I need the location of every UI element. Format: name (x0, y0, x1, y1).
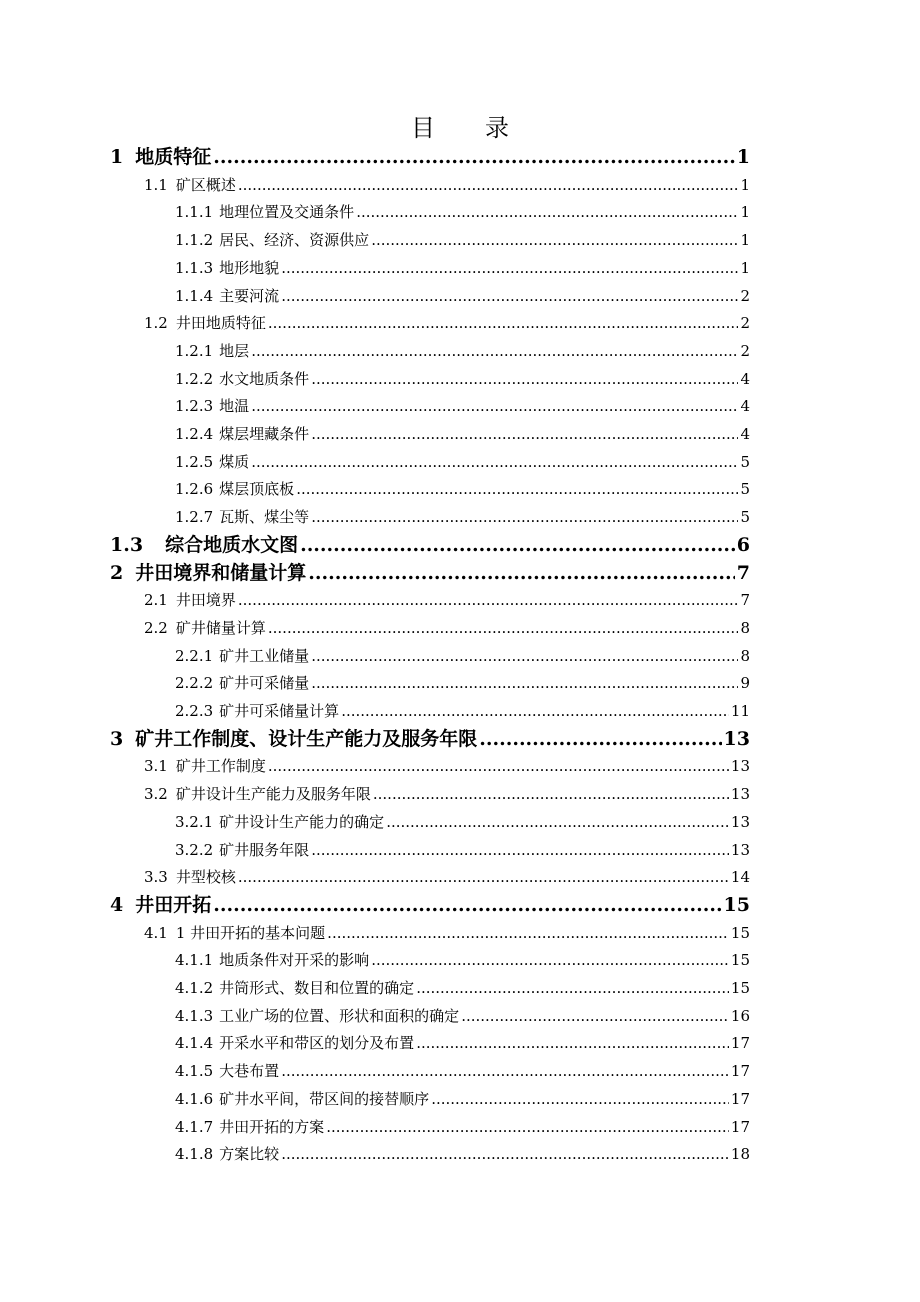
toc-entry-number: 4.1.2 (175, 979, 214, 997)
toc-entry-label: 井田境界 (175, 591, 236, 610)
toc-entry[interactable] (175, 669, 750, 697)
toc-entry-label: 矿井设计生产能力的确定 (219, 812, 385, 831)
toc-entry-page-number: 6 (736, 533, 750, 556)
toc-entry-label: 矿区概述 (175, 175, 236, 194)
toc-entry-number: 1.2.7 (175, 508, 214, 527)
toc-entry[interactable] (110, 725, 750, 753)
toc-dot-leader (238, 586, 739, 614)
toc-entry[interactable] (144, 586, 750, 614)
toc-entry-page-number: 13 (723, 727, 750, 750)
toc-dot-leader (371, 226, 738, 254)
toc-entry-label: 矿井可采储量 (219, 674, 310, 693)
toc-entry-number: 1.2.2 (175, 369, 214, 388)
toc-entry-label: 1 井田开拓的基本问题 (175, 923, 326, 942)
toc-dot-leader (281, 254, 738, 282)
toc-entry-page-number: 13 (730, 840, 750, 859)
toc-entry-page-number: 2 (740, 286, 750, 305)
toc-entry-number: 1 (110, 146, 124, 168)
toc-entry-number: 1.2.4 (175, 425, 214, 443)
toc-dot-leader (251, 337, 738, 365)
toc-entry[interactable] (175, 420, 750, 448)
toc-entry-label: 矿井服务年限 (219, 840, 310, 859)
toc-entry-label: 煤质 (219, 452, 250, 471)
toc-dot-leader (213, 143, 735, 171)
toc-dot-leader (327, 919, 729, 947)
toc-entry-page-number: 15 (730, 979, 750, 997)
toc-entry[interactable] (175, 946, 750, 974)
toc-dot-leader (251, 392, 738, 420)
toc-entry-page-number: 5 (740, 508, 750, 527)
toc-entry-page-number: 1 (740, 175, 750, 194)
toc-dot-leader (268, 614, 739, 642)
toc-entry-page-number: 7 (736, 561, 750, 584)
toc-dot-leader (281, 282, 738, 310)
toc-dot-leader (356, 198, 738, 226)
toc-dot-leader (386, 808, 729, 836)
toc-entry[interactable] (144, 863, 750, 891)
toc-dot-leader (373, 780, 729, 808)
toc-entry-number: 2.2 (144, 618, 168, 637)
toc-entry-page-number: 5 (740, 480, 750, 499)
toc-dot-leader (281, 1140, 729, 1168)
toc-entry[interactable] (175, 808, 750, 836)
toc-entry-number: 3.3 (144, 868, 168, 887)
toc-entry-number: 2.1 (144, 591, 168, 610)
toc-entry-number: 2.2.2 (175, 674, 214, 693)
toc-entry-number: 4.1 (144, 923, 168, 942)
toc-entry-page-number: 1 (736, 146, 750, 168)
toc-dot-leader (416, 1029, 729, 1057)
toc-dot-leader (416, 974, 729, 1002)
toc-entry-label: 矿井水平间，带区间的接替顺序 (219, 1089, 430, 1108)
toc-entry[interactable] (175, 282, 750, 310)
toc-entry-page-number: 4 (740, 397, 750, 416)
toc-dot-leader (238, 171, 739, 199)
page-title (0, 112, 920, 144)
toc-entry-number: 1.2.1 (175, 341, 214, 360)
toc-entry-page-number: 17 (730, 1034, 750, 1053)
toc-entry-number: 1.1.4 (175, 286, 214, 305)
toc-entry-page-number: 13 (730, 812, 750, 831)
toc-entry-number: 3.2.2 (175, 840, 214, 859)
toc-dot-leader (311, 503, 738, 531)
toc-entry-label: 地温 (219, 397, 250, 416)
toc-entry-page-number: 4 (740, 369, 750, 388)
toc-dot-leader (251, 448, 738, 476)
toc-entry[interactable] (144, 171, 750, 199)
page-title-part-2: 录 (485, 114, 509, 142)
toc-entry-label: 地理位置及交通条件 (219, 203, 355, 222)
toc-entry[interactable] (175, 1057, 750, 1085)
toc-entry-label: 瓦斯、煤尘等 (219, 508, 310, 527)
toc-entry[interactable] (110, 143, 750, 171)
toc-entry-number: 2.2.1 (175, 646, 214, 665)
toc-entry[interactable] (144, 309, 750, 337)
toc-entry-label: 地层 (219, 341, 250, 360)
toc-entry-number: 2.2.3 (175, 702, 214, 720)
toc-dot-leader (341, 697, 729, 725)
toc-entry[interactable] (175, 1085, 750, 1113)
toc-entry-label: 矿井工作制度、设计生产能力及服务年限 (135, 727, 478, 750)
toc-entry[interactable] (175, 226, 750, 254)
toc-entry[interactable] (175, 503, 750, 531)
toc-entry-label: 井型校核 (175, 868, 236, 887)
toc-dot-leader (238, 863, 729, 891)
toc-entry-page-number: 8 (740, 646, 750, 665)
toc-entry[interactable] (144, 919, 750, 947)
toc-dot-leader (213, 891, 721, 919)
toc-entry-label: 居民、经济、资源供应 (219, 231, 370, 250)
toc-entry-page-number: 15 (730, 951, 750, 970)
toc-entry-page-number: 2 (740, 341, 750, 360)
toc-entry[interactable] (175, 254, 750, 282)
toc-entry-label: 井筒形式、数目和位置的确定 (219, 979, 415, 997)
toc-entry-page-number: 15 (723, 893, 750, 916)
toc-entry-page-number: 18 (730, 1145, 750, 1164)
toc-entry-number: 4.1.3 (175, 1006, 214, 1025)
toc-entry-number: 1.1.2 (175, 231, 214, 250)
toc-entry-page-number: 17 (730, 1089, 750, 1108)
toc-entry[interactable] (175, 1002, 750, 1030)
toc-entry-label: 矿井储量计算 (175, 618, 266, 637)
toc-dot-leader (311, 836, 729, 864)
toc-entry-number: 1.2.3 (175, 397, 214, 416)
toc-entry-label: 综合地质水文图 (165, 533, 299, 556)
toc-entry-number: 1.1 (144, 175, 168, 194)
toc-entry-page-number: 5 (740, 452, 750, 471)
toc-dot-leader (326, 1113, 729, 1141)
toc-entry-page-number: 15 (730, 923, 750, 942)
toc-entry-label: 水文地质条件 (219, 369, 310, 388)
toc-entry[interactable] (110, 559, 750, 587)
toc-dot-leader (311, 669, 738, 697)
toc-dot-leader (479, 725, 721, 753)
toc-entry[interactable] (175, 365, 750, 393)
toc-dot-leader (371, 946, 729, 974)
toc-entry-number: 1.2.6 (175, 480, 214, 499)
toc-entry-number: 4.1.5 (175, 1062, 214, 1081)
toc-dot-leader (281, 1057, 729, 1085)
toc-entry-page-number: 1 (740, 203, 750, 222)
toc-entry-page-number: 1 (740, 231, 750, 250)
toc-entry[interactable] (175, 642, 750, 670)
toc-entry-number: 3.1 (144, 757, 168, 776)
page-title-part-1: 目 (411, 114, 435, 142)
toc-entry-number: 4.1.1 (175, 951, 214, 970)
toc-entry-number: 4.1.7 (175, 1117, 214, 1136)
toc-entry-number: 4.1.6 (175, 1089, 214, 1108)
toc-entry[interactable] (144, 752, 750, 780)
toc-entry[interactable] (110, 531, 750, 559)
toc-entry[interactable] (175, 198, 750, 226)
toc-entry-label: 大巷布置 (219, 1062, 280, 1081)
toc-entry-label: 煤层顶底板 (219, 480, 295, 499)
toc-entry-label: 矿井工作制度 (175, 757, 266, 776)
toc-entry-page-number: 1 (740, 258, 750, 277)
toc-entry-page-number: 17 (730, 1062, 750, 1081)
toc-entry-page-number: 11 (730, 702, 750, 720)
toc-entry-number: 3.2 (144, 785, 168, 804)
toc-entry-number: 1.2.5 (175, 452, 214, 471)
toc-entry-page-number: 7 (740, 591, 750, 610)
toc-entry-label: 井田地质特征 (175, 314, 266, 333)
toc-entry[interactable] (175, 697, 750, 725)
toc-entry-page-number: 13 (730, 785, 750, 804)
toc-entry-label: 井田开拓 (135, 893, 212, 916)
toc-entry-page-number: 8 (740, 618, 750, 637)
toc-entry[interactable] (175, 337, 750, 365)
toc-entry[interactable] (175, 448, 750, 476)
toc-dot-leader (300, 531, 735, 559)
toc-dot-leader (311, 642, 738, 670)
toc-entry-page-number: 14 (730, 868, 750, 887)
toc-entry[interactable] (175, 475, 750, 503)
toc-entry[interactable] (175, 1029, 750, 1057)
toc-entry-number: 3.2.1 (175, 812, 214, 831)
toc-entry[interactable] (175, 836, 750, 864)
toc-entry-label: 地形地貌 (219, 258, 280, 277)
toc-entry-label: 地质特征 (135, 146, 212, 168)
toc-dot-leader (461, 1002, 729, 1030)
toc-entry-page-number: 17 (730, 1117, 750, 1136)
toc-entry-label: 井田开拓的方案 (219, 1117, 325, 1136)
toc-dot-leader (308, 559, 735, 587)
toc-dot-leader (268, 752, 729, 780)
toc-entry-number: 1.3 (110, 533, 144, 556)
toc-dot-leader (311, 365, 738, 393)
toc-entry-page-number: 13 (730, 757, 750, 776)
toc-entry-number: 1.2 (144, 314, 168, 333)
toc-entry-label: 矿井可采储量计算 (219, 702, 340, 720)
toc-dot-leader (311, 420, 738, 448)
toc-entry-page-number: 9 (740, 674, 750, 693)
toc-entry-page-number: 16 (730, 1006, 750, 1025)
toc-entry-label: 工业广场的位置、形状和面积的确定 (219, 1006, 460, 1025)
toc-entry-label: 井田境界和储量计算 (135, 561, 307, 584)
toc-entry-label: 开采水平和带区的划分及布置 (219, 1034, 415, 1053)
toc-entry-number: 4 (110, 893, 124, 916)
toc-entry[interactable] (144, 614, 750, 642)
toc-entry-label: 煤层埋藏条件 (219, 425, 310, 443)
toc-entry[interactable] (175, 392, 750, 420)
toc-entry[interactable] (175, 1113, 750, 1141)
toc-entry-label: 主要河流 (219, 286, 280, 305)
toc-entry-number: 3 (110, 727, 124, 750)
toc-entry-page-number: 2 (740, 314, 750, 333)
toc-entry[interactable] (110, 891, 750, 919)
toc-entry[interactable] (175, 1140, 750, 1168)
toc-entry-page-number: 4 (740, 425, 750, 443)
toc-entry-number: 1.1.1 (175, 203, 214, 222)
toc-entry-label: 方案比较 (219, 1145, 280, 1164)
toc-entry-label: 矿井工业储量 (219, 646, 310, 665)
toc-entry-label: 地质条件对开采的影响 (219, 951, 370, 970)
toc-dot-leader (268, 309, 739, 337)
toc-entry-label: 矿井设计生产能力及服务年限 (175, 785, 371, 804)
toc-entry-number: 2 (110, 561, 124, 584)
toc-entry-number: 1.1.3 (175, 258, 214, 277)
toc-entry[interactable] (144, 780, 750, 808)
toc-dot-leader (431, 1085, 729, 1113)
toc-dot-leader (296, 475, 738, 503)
toc-entry-number: 4.1.8 (175, 1145, 214, 1164)
toc-entry[interactable] (175, 974, 750, 1002)
toc-entry-number: 4.1.4 (175, 1034, 214, 1053)
